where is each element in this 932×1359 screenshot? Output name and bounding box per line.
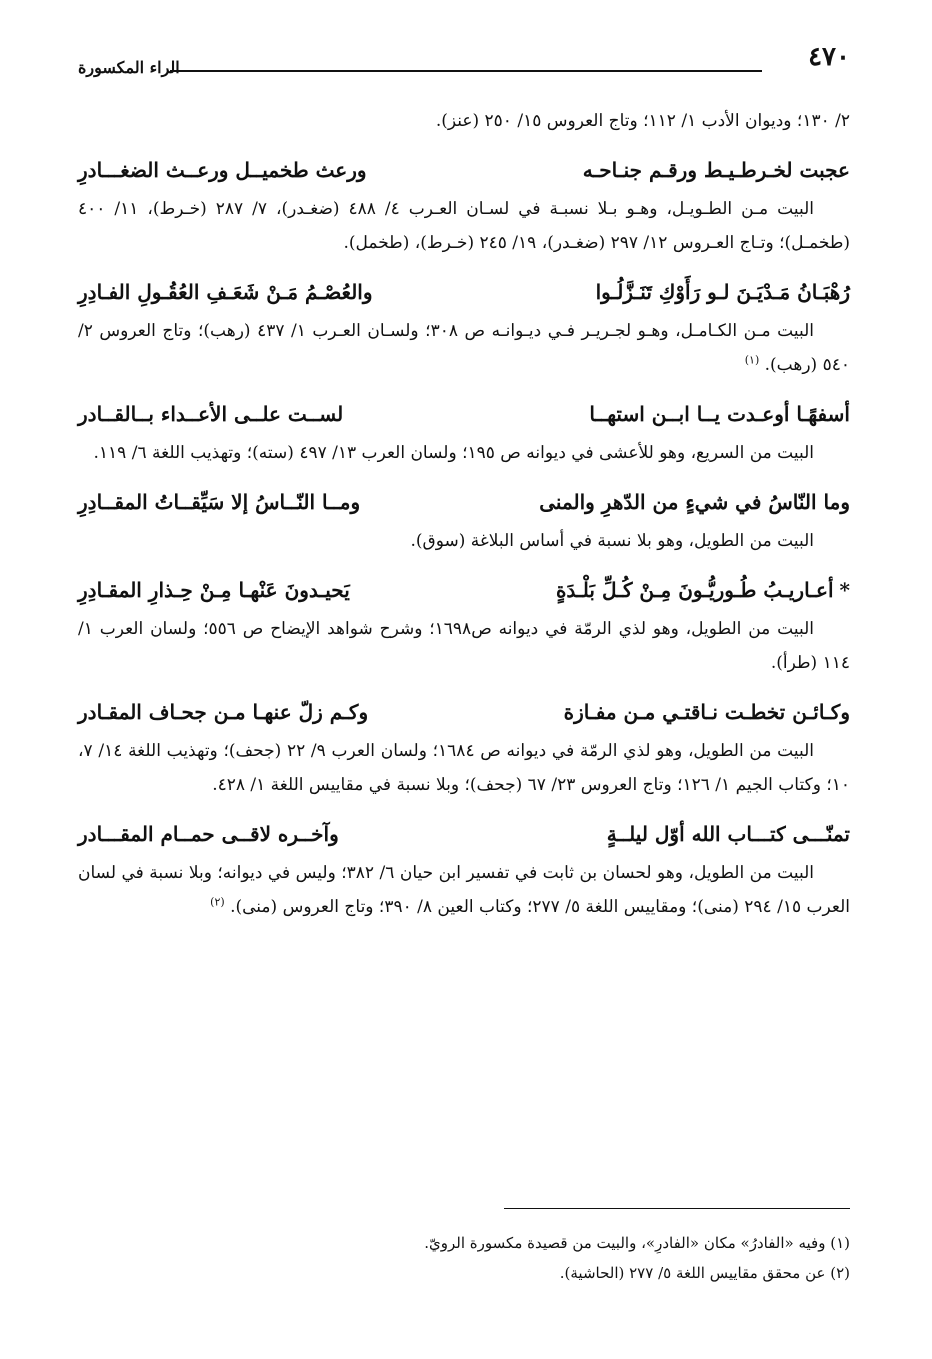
verse-2-second-hemistich: والعُصْـمُ مَـنْ شَعَـفِ العُقُـولِ الفـادِرِ: [78, 280, 373, 304]
star-marker: *: [839, 578, 850, 602]
header-rule: [170, 70, 762, 72]
intro-line: ٢/ ١٣٠؛ وديوان الأدب ١/ ١١٢؛ وتاج العروس ١٥/ ٢٥٠ (عنز).: [435, 111, 850, 131]
verse-4: [78, 484, 850, 520]
verse-6-commentary: البيت من الطويل، وهو لذي الرمّة في ديوانه ص ١٦٨٤؛ ولسان العرب ٩/ ٢٢ (جحف)؛ وتهذيب اللغة ١٤/ ٧، ١٠؛ وكتاب الجيم ١/ ١٢٦؛ وتاج العروس ٢٣/ ٦٧ (جحف)؛ وبلا نسبة في مقاييس اللغة ١/ ٤٢٨.: [78, 741, 850, 795]
footnote-1: (١) وفيه «الفادرُ» مكان «الفادرِ»، والبيت من قصيدة مكسورة الرويّ.: [424, 1234, 850, 1252]
page-content: [78, 104, 850, 924]
verse-7-first-hemistich: تمنّـــى كتـــاب الله أوّل ليلــةٍ: [606, 822, 850, 846]
running-title: الراء المكسورة: [78, 58, 180, 77]
verse-5-commentary: البيت من الطويل، وهو لذي الرمّة في ديوانه ص١٦٩٨؛ وشرح شواهد الإيضاح ص ٥٥٦؛ ولسان العرب ١/ ١١٤ (طرأ).: [78, 619, 850, 673]
verse-3: [78, 396, 850, 432]
verse-3-commentary: البيت من السريع، وهو للأعشى في ديوانه ص ١٩٥؛ ولسان العرب ١٣/ ٤٩٧ (سته)؛ وتهذيب اللغة ٦/ ١١٩.: [93, 443, 814, 463]
verse-1-first-hemistich: عجبت لخـرطـيـط ورقـم جنـاحـه: [582, 158, 850, 182]
verse-3-first-hemistich: أسفهًـا أوعـدت يــا ابــن استهــا: [589, 402, 850, 426]
verse-1: [78, 152, 850, 188]
verse-2: [78, 274, 850, 310]
verse-7: [78, 816, 850, 852]
verse-4-first-hemistich: وما النّاسُ في شيءٍ من الدّهرِ والمنى: [539, 490, 850, 514]
footnotes: [78, 1228, 850, 1288]
verse-7-second-hemistich: وآخــره لاقــى حمــام المقـــادر: [78, 822, 339, 846]
verse-5: [78, 572, 850, 608]
verse-5-second-hemistich: يَحيـدونَ عَنْهـا مِـنْ حِـذارِ المقـادِرِ: [78, 578, 350, 602]
verse-6: [78, 694, 850, 730]
verse-6-first-hemistich: وكـائـن تخطـت نـاقتـي مـن مفـازة: [563, 700, 850, 724]
verse-3-second-hemistich: لســت علــى الأعــداء بــالقــادر: [78, 402, 344, 426]
verse-1-commentary: البيت مـن الطـويـل، وهـو بـلا نسبـة في لسـان العـرب ٤/ ٤٨٨ (ضغـدر)، ٧/ ٢٨٧ (خـرط)، ١١/ ٤٠٠ (طخمـل)؛ وتـاج العـروس ١٢/ ٢٩٧ (ضغـدر)، ١٩/ ٢٤٥ (خـرط)، (طخمل).: [78, 199, 850, 253]
verse-2-commentary: البيت مـن الكـامـل، وهـو لجـريـر فـي ديـوانـه ص ٣٠٨؛ ولسـان العـرب ١/ ٤٣٧ (رهب)؛ وتاج العروس ٢/ ٥٤٠ (رهب). $^{(١)}$: [78, 321, 850, 375]
verse-4-second-hemistich: ومــا النّــاسُ إلا سَيِّقــاتُ المقــادِرِ: [78, 490, 361, 514]
verse-4-commentary: البيت من الطويل، وهو بلا نسبة في أساس البلاغة (سوق).: [410, 531, 814, 551]
verse-2-first-hemistich: رُهْبَـانُ مَـدْيَـنَ لـو رَأَوْكِ تَنَـزَّلُـوا: [595, 280, 850, 304]
verse-5-first-hemistich: *أعـاريـبُ طُـوريُّـونَ مِـنْ كُـلِّ بَلْـدَةٍ: [555, 578, 850, 602]
footnote-ref-1: (١): [744, 353, 760, 367]
verse-7-commentary: البيت من الطويل، وهو لحسان بن ثابت في تفسير ابن حيان ٦/ ٣٨٢؛ وليس في ديوانه؛ وبلا نسبة في لسان العرب ١٥/ ٢٩٤ (منى)؛ ومقاييس اللغة ٥/ ٢٧٧؛ وكتاب العين ٨/ ٣٩٠؛ وتاج العروس (منى). $^{(٢)}$: [78, 863, 850, 917]
footnote-ref-2: (٢): [210, 895, 225, 909]
footnote-rule: [504, 1208, 850, 1209]
footnote-2: (٢) عن محقق مقاييس اللغة ٥/ ٢٧٧ (الحاشية).: [559, 1264, 850, 1282]
page-number: ٤٧٠: [808, 42, 850, 72]
verse-6-second-hemistich: وكـم زلّ عنهـا مـن جحـاف المقـادر: [78, 700, 369, 724]
verse-1-second-hemistich: ورعث طخميــل ورعــث الضغـــادرِ: [78, 158, 367, 182]
